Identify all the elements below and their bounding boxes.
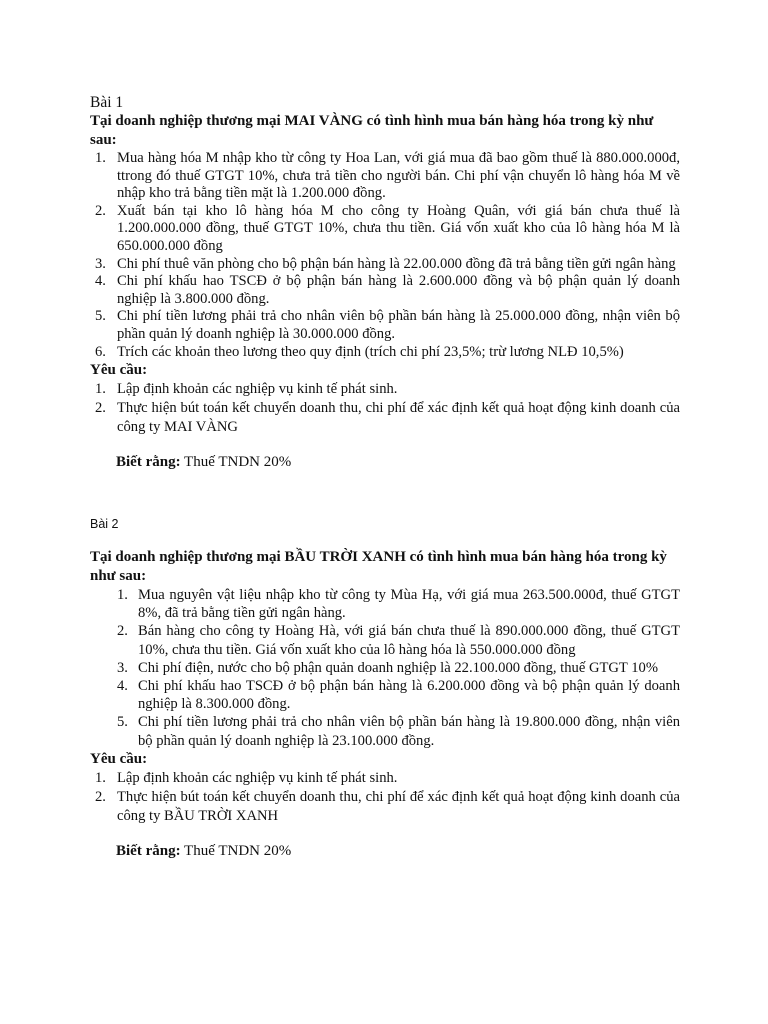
- exercise-1-requirements: [90, 380, 680, 437]
- requirement-label: Yêu cầu:: [90, 750, 148, 767]
- list-item: 2. Thực hiện bút toán kết chuyển doanh thu, chi phí để xác định kết quả hoạt động kinh doanh của công ty MAI VÀNG: [95, 400, 680, 436]
- exercise-2-requirements: [90, 769, 680, 826]
- list-item: 3. Chi phí điện, nước cho bộ phận quản doanh nghiệp là 22.100.000 đồng, thuế GTGT 10%: [117, 659, 658, 676]
- requirement-label: Yêu cầu:: [90, 362, 148, 379]
- list-item: 3. Chi phí thuê văn phòng cho bộ phận bán hàng là 22.00.000 đồng đã trả bằng tiền gửi ngân hàng: [95, 255, 676, 272]
- exercise-1-heading: Tại doanh nghiệp thương mại MAI VÀNG có tình hình mua bán hàng hóa trong kỳ như sau:: [90, 113, 654, 148]
- list-item: 1. Lập định khoản các nghiệp vụ kinh tế phát sinh.: [95, 381, 398, 398]
- list-item: 2. Bán hàng cho công ty Hoàng Hà, với giá bán chưa thuế là 890.000.000 đồng, thuế GTGT 10%, chưa thu tiền. Giá vốn xuất kho của lô hàng hóa là 550.000.000 đồng: [117, 623, 680, 658]
- exercise-2: [90, 516, 680, 861]
- list-item: 5. Chi phí tiền lương phải trả cho nhân viên bộ phần bán hàng là 19.800.000 đồng, nhận viên bộ phần quản lý doanh nghiệp là 23.100.000 đồng.: [117, 714, 680, 749]
- list-item: 1. Mua hàng hóa M nhập kho từ công ty Hoa Lan, với giá mua đã bao gồm thuế là 880.000.000đ, ttrong đó thuế GTGT 10%, chưa trả tiền cho người bán. Chi phí vận chuyển lô hàng hóa M về nhập kho trả bằng tiền mặt là 1.200.000 đồng.: [95, 150, 680, 202]
- note: Biết rằng: Thuế TNDN 20%: [116, 454, 292, 471]
- exercise-1-title: Bài 1: [90, 94, 124, 111]
- exercise-1: [90, 93, 680, 472]
- list-item: 6. Trích các khoản theo lương theo quy định (trích chi phí 23,5%; trừ lương NLĐ 10,5%): [95, 343, 624, 360]
- list-item: 1. Lập định khoản các nghiệp vụ kinh tế phát sinh.: [95, 769, 398, 786]
- list-item: 4. Chi phí khấu hao TSCĐ ở bộ phận bán hàng là 6.200.000 đồng và bộ phận quản lý doanh nghiệp là 8.300.000 đồng.: [117, 678, 680, 713]
- list-item: 2. Xuất bán tại kho lô hàng hóa M cho công ty Hoàng Quân, với giá bán chưa thuế là 1.200.000.000 đồng, thuế GTGT 10%, chưa thu tiền. Giá vốn xuất kho của lô hàng hóa M là 650.000.000 đồng: [95, 202, 680, 254]
- list-item: 4. Chi phí khấu hao TSCĐ ở bộ phận bán hàng là 2.600.000 đồng và bộ phận quản lý doanh nghiệp là 3.800.000 đồng.: [95, 273, 680, 307]
- list-item: 1. Mua nguyên vật liệu nhập kho từ công ty Mùa Hạ, với giá mua 263.500.000đ, thuế GTGT 8%, đã trả bằng tiền gửi ngân hàng.: [117, 587, 680, 622]
- list-item: 2. Thực hiện bút toán kết chuyển doanh thu, chi phí để xác định kết quả hoạt động kinh doanh của công ty BẦU TRỜI XANH: [95, 788, 680, 824]
- exercise-2-heading: Tại doanh nghiệp thương mại BẦU TRỜI XANH có tình hình mua bán hàng hóa trong kỳ như sau:: [90, 549, 667, 584]
- exercise-2-title: Bài 2: [90, 517, 119, 531]
- exercise-1-items: [90, 150, 680, 361]
- exercise-2-items: [90, 586, 680, 750]
- list-item: 5. Chi phí tiền lương phải trả cho nhân viên bộ phần bán hàng là 25.000.000 đồng, nhận viên bộ phần quản lý doanh nghiệp là 30.000.000 đồng.: [95, 308, 680, 342]
- note: Biết rằng: Thuế TNDN 20%: [116, 842, 292, 859]
